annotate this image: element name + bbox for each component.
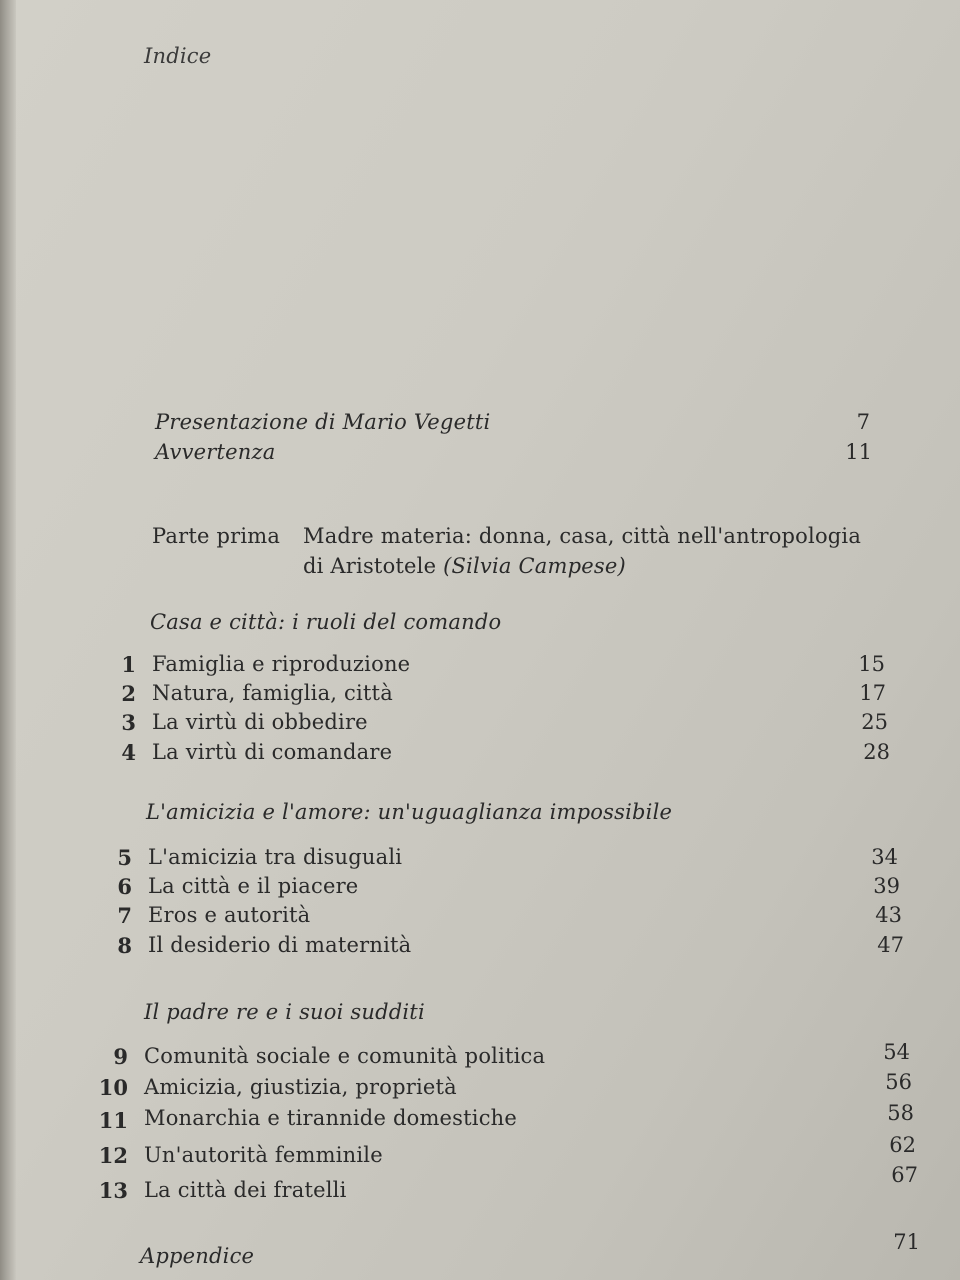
chapter-page: 34 — [871, 845, 898, 869]
chapter-number: 1 — [121, 652, 136, 677]
chapter-page: 15 — [858, 652, 885, 676]
appendix-label: Appendice — [140, 1244, 255, 1268]
chapter-page: 43 — [875, 903, 902, 927]
section-title: Casa e città: i ruoli del comando — [150, 610, 502, 634]
chapter-label: Comunità sociale e comunità politica — [144, 1044, 546, 1068]
section-title: Il padre re e i suoi sudditi — [144, 1000, 425, 1024]
chapter-label: La città e il piacere — [148, 874, 359, 898]
chapter-page: 62 — [889, 1133, 916, 1157]
chapter-number: 10 — [98, 1075, 128, 1100]
chapter-number: 2 — [121, 681, 136, 706]
book-page-edge — [0, 0, 16, 1280]
chapter-number: 7 — [117, 903, 132, 928]
chapter-number: 4 — [121, 740, 136, 765]
part-title-line2 — [303, 554, 626, 578]
chapter-label: Amicizia, giustizia, proprietà — [144, 1075, 457, 1099]
page-title: Indice — [144, 44, 212, 68]
chapter-page: 67 — [891, 1163, 918, 1187]
chapter-number: 6 — [117, 874, 132, 899]
part-label: Parte prima — [152, 524, 281, 548]
chapter-label: Un'autorità femminile — [144, 1143, 383, 1167]
chapter-page: 54 — [883, 1040, 910, 1064]
chapter-label: Natura, famiglia, città — [152, 681, 393, 705]
toc-front-label-avvertenza: Avvertenza — [155, 440, 276, 464]
chapter-page: 25 — [861, 710, 888, 734]
chapter-page: 56 — [885, 1070, 912, 1094]
toc-front-page-presentazione: 7 — [856, 410, 870, 434]
chapter-number: 9 — [113, 1044, 128, 1069]
chapter-number: 13 — [98, 1178, 128, 1203]
chapter-number: 11 — [98, 1108, 128, 1133]
toc-front-label-presentazione: Presentazione di Mario Vegetti — [155, 410, 491, 434]
chapter-page: 39 — [873, 874, 900, 898]
chapter-label: Monarchia e tirannide domestiche — [144, 1106, 518, 1130]
chapter-label: L'amicizia tra disuguali — [148, 845, 403, 869]
chapter-label: Famiglia e riproduzione — [152, 652, 411, 676]
part-title-line1: Madre materia: donna, casa, città nell'antropologia — [303, 524, 862, 548]
chapter-page: 28 — [863, 740, 890, 764]
chapter-page: 47 — [877, 933, 904, 957]
section-title: L'amicizia e l'amore: un'uguaglianza impossibile — [146, 800, 673, 824]
part-title-prefix: di Aristotele — [303, 554, 444, 578]
chapter-number: 8 — [117, 933, 132, 958]
chapter-label: La virtù di obbedire — [152, 710, 368, 734]
appendix-page: 71 — [893, 1230, 920, 1254]
chapter-page: 58 — [887, 1101, 914, 1125]
chapter-page: 17 — [859, 681, 886, 705]
part-author: (Silvia Campese) — [443, 554, 626, 578]
chapter-label: La virtù di comandare — [152, 740, 393, 764]
chapter-label: La città dei fratelli — [144, 1178, 347, 1202]
chapter-label: Il desiderio di maternità — [148, 933, 412, 957]
chapter-number: 5 — [117, 845, 132, 870]
chapter-number: 3 — [121, 710, 136, 735]
chapter-number: 12 — [98, 1143, 128, 1168]
toc-front-page-avvertenza: 11 — [845, 440, 872, 464]
chapter-label: Eros e autorità — [148, 903, 311, 927]
